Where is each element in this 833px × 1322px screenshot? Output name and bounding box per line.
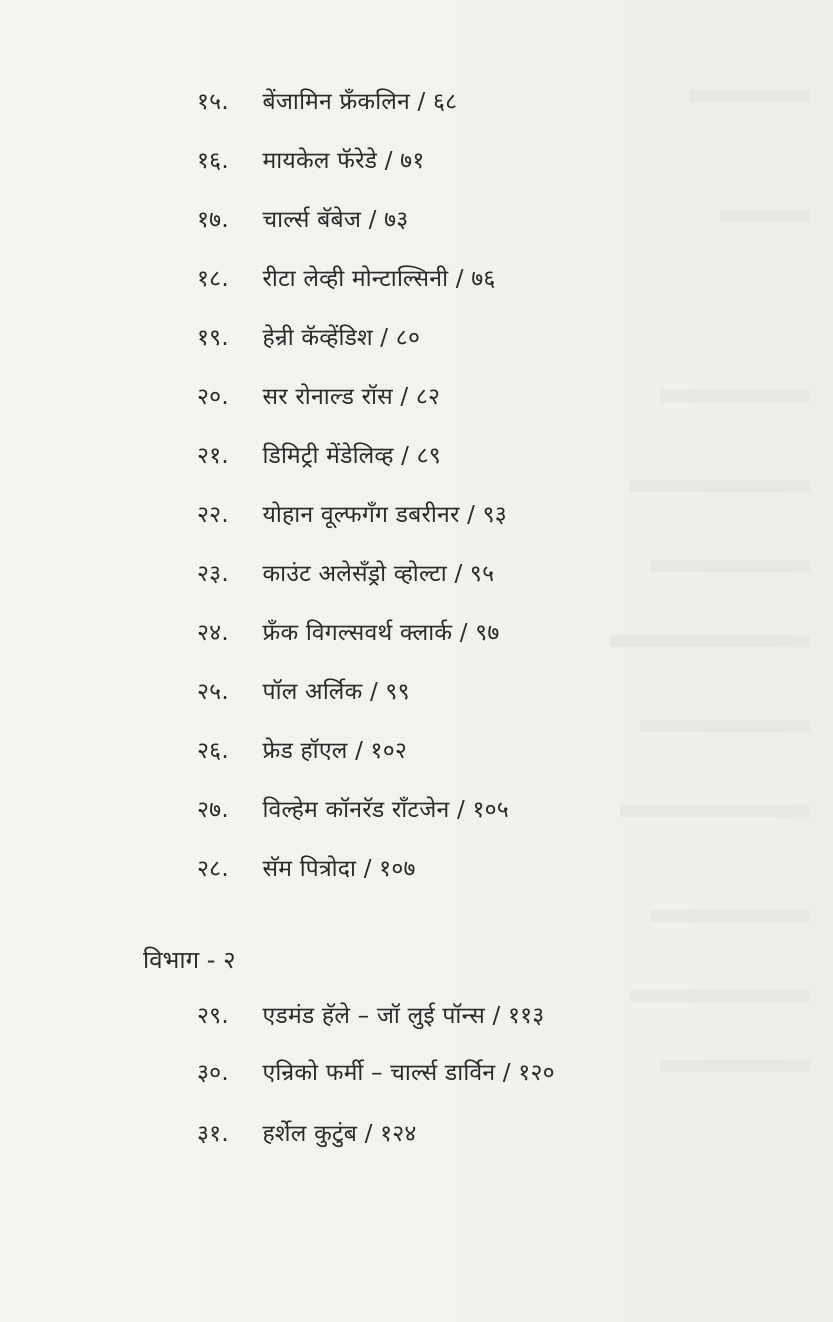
toc-entry: १८. रीटा लेव्ही मोन्टाल्सिनी / ७६ [197, 263, 496, 295]
entry-number: १८. [197, 266, 229, 292]
entry-number: १६. [197, 148, 229, 174]
entry-number: २५. [197, 679, 229, 705]
toc-entry: १५. बेंजामिन फ्रॅंकलिन / ६८ [197, 86, 457, 118]
entry-name: फ्रेड हॉएल [262, 738, 348, 764]
entry-name: हेन्री कॅव्हेंडिश [262, 325, 373, 351]
entry-number: २९. [197, 1003, 229, 1029]
entry-page: ९३ [482, 502, 507, 528]
entry-name: एन्रिको फर्मी – चार्ल्स डार्विन [262, 1060, 496, 1086]
entry-page: १२० [518, 1060, 555, 1086]
entry-name: विल्हेम कॉनरॅड रॉंटजेन [262, 797, 450, 823]
entry-number: २७. [197, 797, 229, 823]
entry-name: रीटा लेव्ही मोन्टाल्सिनी [262, 266, 449, 292]
entry-name: एडमंड हॅले – जॉ लुई पॉन्स [262, 1003, 485, 1029]
entry-number: २४. [197, 620, 229, 646]
entry-name: सर रोनाल्ड रॉस [262, 384, 393, 410]
toc-entry: २४. फ्रॅंक विगल्सवर्थ क्लार्क / ९७ [197, 617, 500, 649]
entry-page: १०२ [370, 738, 408, 764]
entry-name: पॉल अर्लिक [262, 679, 363, 705]
toc-entry: ३०. एन्रिको फर्मी – चार्ल्स डार्विन / १२० [197, 1057, 555, 1089]
entry-number: २१. [197, 443, 229, 469]
entry-number: २३. [197, 561, 229, 587]
toc-entry: १९. हेन्री कॅव्हेंडिश / ८० [197, 322, 420, 354]
toc-entry: २६. फ्रेड हॉएल / १०२ [197, 735, 407, 767]
entry-number: २०. [197, 384, 229, 410]
toc-entry: २८. सॅम पित्रोदा / १०७ [197, 853, 416, 885]
entry-page: ८० [395, 325, 421, 351]
entry-number: १७. [197, 207, 229, 233]
toc-entry: २५. पॉल अर्लिक / ९९ [197, 676, 410, 708]
entry-name: फ्रॅंक विगल्सवर्थ क्लार्क [262, 620, 453, 646]
entry-name: योहान वूल्फगॅंग डबरीनर [262, 502, 460, 528]
entry-page: ८२ [415, 384, 441, 410]
entry-page: ७१ [400, 148, 425, 174]
entry-number: ३०. [197, 1060, 229, 1086]
entry-page: ७३ [384, 207, 409, 233]
entry-page: ६८ [432, 89, 458, 115]
entry-page: १०५ [472, 797, 509, 823]
entry-number: १९. [197, 325, 229, 351]
entry-page: ८९ [416, 443, 441, 469]
entry-name: चार्ल्स बॅबेज [262, 207, 362, 233]
entry-number: २६. [197, 738, 229, 764]
toc-entry: १६. मायकेल फॅरेडे / ७१ [197, 145, 425, 177]
toc-entry: २१. डिमिट्री मेंडेलिव्ह / ८९ [197, 440, 441, 472]
section-heading: विभाग - २ [143, 946, 236, 974]
entry-page: १२४ [380, 1121, 417, 1147]
toc-entry: २३. काउंट अलेसॅंड्रो व्होल्टा / ९५ [197, 558, 494, 590]
entry-page: ११३ [507, 1003, 545, 1029]
toc-entry: ३१. हर्शेल कुटुंब / १२४ [197, 1118, 417, 1150]
entry-number: १५. [197, 89, 229, 115]
toc-entry: १७. चार्ल्स बॅबेज / ७३ [197, 204, 408, 236]
show-through-texture [560, 60, 820, 1180]
toc-entry: २९. एडमंड हॅले – जॉ लुई पॉन्स / ११३ [197, 1000, 544, 1032]
entry-name: बेंजामिन फ्रॅंकलिन [262, 89, 410, 115]
entry-number: २२. [197, 502, 229, 528]
entry-page: ९९ [385, 679, 410, 705]
entry-number: ३१. [197, 1121, 229, 1147]
toc-entry: २२. योहान वूल्फगॅंग डबरीनर / ९३ [197, 499, 507, 531]
entry-name: काउंट अलेसॅंड्रो व्होल्टा [262, 561, 447, 587]
entry-name: मायकेल फॅरेडे [262, 148, 378, 174]
toc-entry: २०. सर रोनाल्ड रॉस / ८२ [197, 381, 440, 413]
entry-name: डिमिट्री मेंडेलिव्ह [262, 443, 394, 469]
entry-name: हर्शेल कुटुंब [262, 1121, 358, 1147]
toc-entry: २७. विल्हेम कॉनरॅड रॉंटजेन / १०५ [197, 794, 509, 826]
entry-number: २८. [197, 856, 229, 882]
entry-page: ९५ [469, 561, 495, 587]
entry-page: ७६ [471, 266, 496, 292]
entry-page: ९७ [475, 620, 500, 646]
entry-page: १०७ [379, 856, 416, 882]
entry-name: सॅम पित्रोदा [262, 856, 357, 882]
